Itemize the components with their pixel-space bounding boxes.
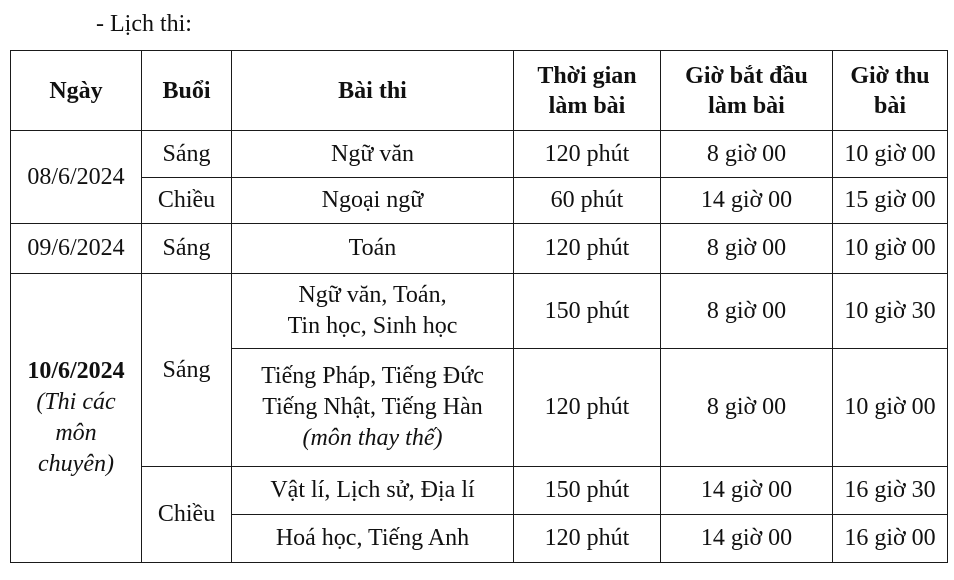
end-time-cell: 15 giờ 00 xyxy=(833,178,948,224)
header-session: Buổi xyxy=(142,51,232,131)
subject-cell: Ngữ văn xyxy=(232,131,514,178)
subject-line: Tiếng Pháp, Tiếng Đức xyxy=(261,363,484,389)
subject-note: (môn thay thế) xyxy=(302,425,443,451)
header-end-line1: Giờ thu xyxy=(850,62,930,89)
start-time-cell: 8 giờ 00 xyxy=(661,131,833,178)
header-duration-line1: Thời gian xyxy=(537,62,637,89)
duration-cell: 120 phút xyxy=(514,349,661,467)
session-cell: Sáng xyxy=(142,131,232,178)
header-start xyxy=(661,51,833,131)
subject-cell: Hoá học, Tiếng Anh xyxy=(232,515,514,563)
date-cell: 09/6/2024 xyxy=(11,224,142,274)
date-cell: 08/6/2024 xyxy=(11,131,142,224)
header-start-line2: làm bài xyxy=(708,92,785,119)
subject-cell xyxy=(232,274,514,349)
subject-cell: Vật lí, Lịch sử, Địa lí xyxy=(232,467,514,515)
start-time-cell: 14 giờ 00 xyxy=(661,467,833,515)
subject-cell: Toán xyxy=(232,224,514,274)
table-header-row xyxy=(11,51,948,131)
start-time-cell: 8 giờ 00 xyxy=(661,224,833,274)
header-date: Ngày xyxy=(11,51,142,131)
table-row xyxy=(11,131,948,178)
table-row xyxy=(11,224,948,274)
session-cell: Sáng xyxy=(142,224,232,274)
table-row xyxy=(11,274,948,349)
start-time-cell: 14 giờ 00 xyxy=(661,178,833,224)
end-time-cell: 16 giờ 30 xyxy=(833,467,948,515)
exam-schedule-table xyxy=(10,50,948,563)
duration-cell: 150 phút xyxy=(514,467,661,515)
header-duration-line2: làm bài xyxy=(548,92,626,119)
subject-cell xyxy=(232,349,514,467)
session-cell: Chiều xyxy=(142,178,232,224)
start-time-cell: 8 giờ 00 xyxy=(661,274,833,349)
duration-cell: 120 phút xyxy=(514,131,661,178)
subject-line: Tin học, Sinh học xyxy=(287,313,458,339)
header-end-line2: bài xyxy=(873,92,906,119)
date-note-line3: chuyên) xyxy=(38,451,114,477)
duration-cell: 120 phút xyxy=(514,224,661,274)
end-time-cell: 10 giờ 30 xyxy=(833,274,948,349)
table-row xyxy=(11,467,948,515)
date-note-line2: môn xyxy=(55,420,97,446)
header-end xyxy=(833,51,948,131)
date-text: 10/6/2024 xyxy=(27,358,125,384)
end-time-cell: 10 giờ 00 xyxy=(833,131,948,178)
date-note-line1: (Thi các xyxy=(36,389,116,415)
subject-cell: Ngoại ngữ xyxy=(232,178,514,224)
session-cell: Chiều xyxy=(142,467,232,563)
header-subject: Bài thi xyxy=(232,51,514,131)
start-time-cell: 8 giờ 00 xyxy=(661,349,833,467)
subject-line: Ngữ văn, Toán, xyxy=(298,282,447,308)
header-duration xyxy=(514,51,661,131)
end-time-cell: 10 giờ 00 xyxy=(833,349,948,467)
subject-line: Tiếng Nhật, Tiếng Hàn xyxy=(262,394,483,420)
duration-cell: 120 phút xyxy=(514,515,661,563)
start-time-cell: 14 giờ 00 xyxy=(661,515,833,563)
duration-cell: 60 phút xyxy=(514,178,661,224)
duration-cell: 150 phút xyxy=(514,274,661,349)
header-start-line1: Giờ bắt đầu xyxy=(685,62,808,89)
table-row xyxy=(11,178,948,224)
date-cell xyxy=(11,274,142,563)
schedule-heading: - Lịch thi: xyxy=(96,11,192,37)
session-cell: Sáng xyxy=(142,274,232,467)
end-time-cell: 10 giờ 00 xyxy=(833,224,948,274)
end-time-cell: 16 giờ 00 xyxy=(833,515,948,563)
